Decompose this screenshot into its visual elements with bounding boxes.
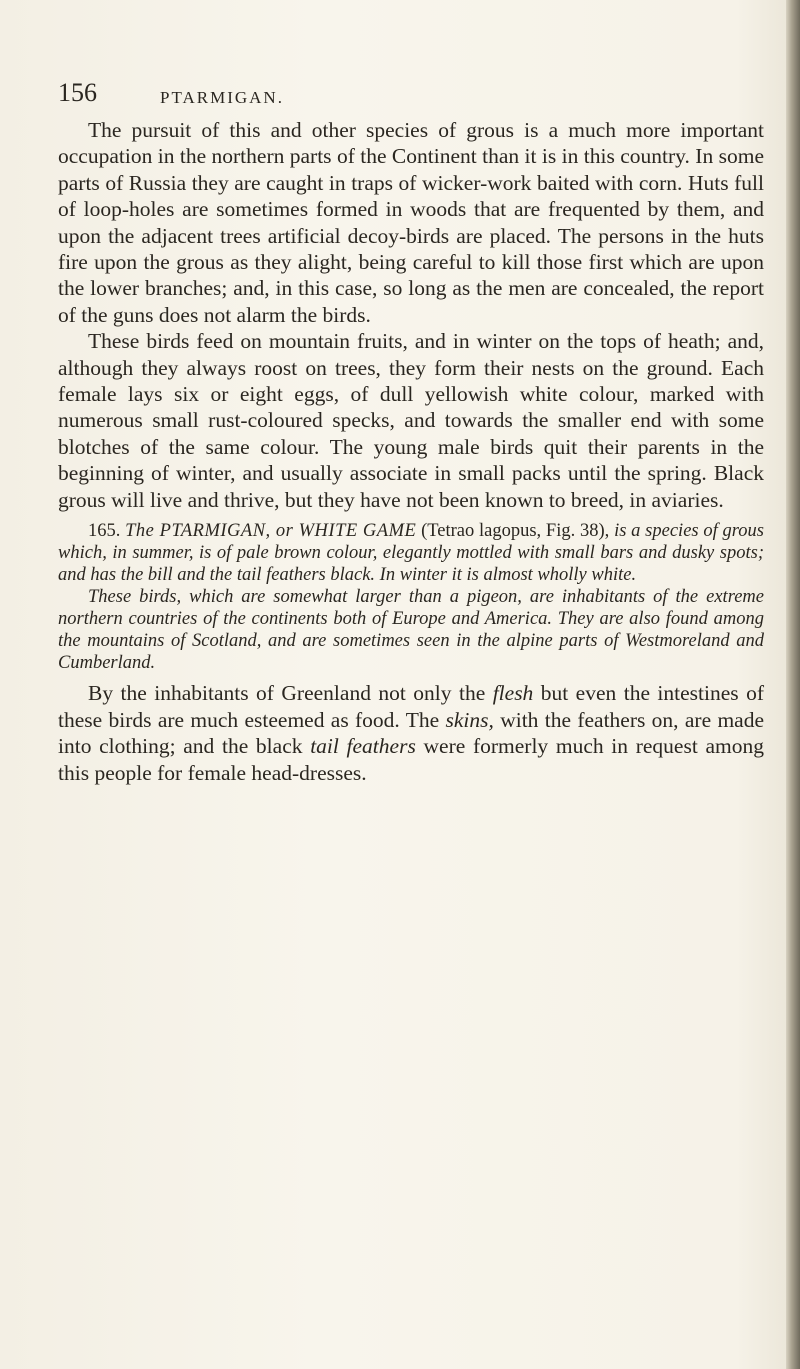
- entry-ptarmigan-description: [58, 521, 764, 587]
- text-segment: By the inhabitants of Greenland not only the: [88, 681, 486, 706]
- page-number: 156: [58, 78, 97, 107]
- emphasis-skins: skins,: [445, 707, 494, 732]
- paragraph-feeding-nesting: These birds feed on mountain fruits, and in winter on the tops of heath; and, although they always roost on trees, they form their nests on the ground. Each female lays six or eight eggs, of dull yellowish white colour, marked with numerous small rust-coloured specks, and towards the smaller end with some blotches of the same colour. The young male birds quit their parents in the beginning of winter, and usually associate in small packs until the spring. Black grous will live and thrive, but they have not been known to breed, in aviaries.: [58, 329, 764, 512]
- body-text: [58, 117, 764, 786]
- page-header: [58, 78, 758, 118]
- entry-species-description: is a species of grous which, in summer, is of pale brown colour, elegantly mottled with small bars and dusky spots; and has the bill and the tail feathers black. In winter it is almost wholly white.: [58, 521, 764, 585]
- entry-title: The PTARMIGAN, or WHITE GAME: [125, 521, 417, 542]
- text-segment: with the feathers on, are made into clothing; and the black: [58, 707, 765, 759]
- paragraph-greenland-uses: [58, 680, 764, 786]
- emphasis-flesh: flesh: [492, 681, 534, 706]
- text-segment: but even the intestines of these birds are much esteemed as food. The: [58, 681, 765, 732]
- page-edge: [786, 0, 800, 1369]
- text-segment: were formerly much in request among this people for female head-dresses.: [58, 734, 764, 785]
- entry-number: 165.: [88, 521, 121, 542]
- emphasis-tail-feathers: tail feathers: [310, 734, 416, 759]
- paragraph-grous-hunting: The pursuit of this and other species of grous is a much more important occupation in the northern parts of the Continent than it is in this country. In some parts of Russia they are caught in traps of wicker-work baited with corn. Huts full of loop-holes are sometimes formed in woods that are frequented by them, and upon the adjacent trees artificial decoy-birds are placed. The persons in the huts fire upon the grous as they alight, being careful to kill those first which are upon the lower branches; and, in this case, so long as the men are concealed, the report of the guns does not alarm the birds.: [58, 118, 764, 327]
- entry-habitat-description: These birds, which are somewhat larger than a pigeon, are inhabitants of the extreme northern countries of the continents both of Europe and America. They are also found among the mountains of Scotland, and are sometimes seen in the alpine parts of Westmoreland and Cumberland.: [58, 586, 764, 673]
- running-head: PTARMIGAN.: [160, 88, 284, 107]
- entry-latin-name: (Tetrao lagopus, Fig. 38),: [421, 521, 610, 542]
